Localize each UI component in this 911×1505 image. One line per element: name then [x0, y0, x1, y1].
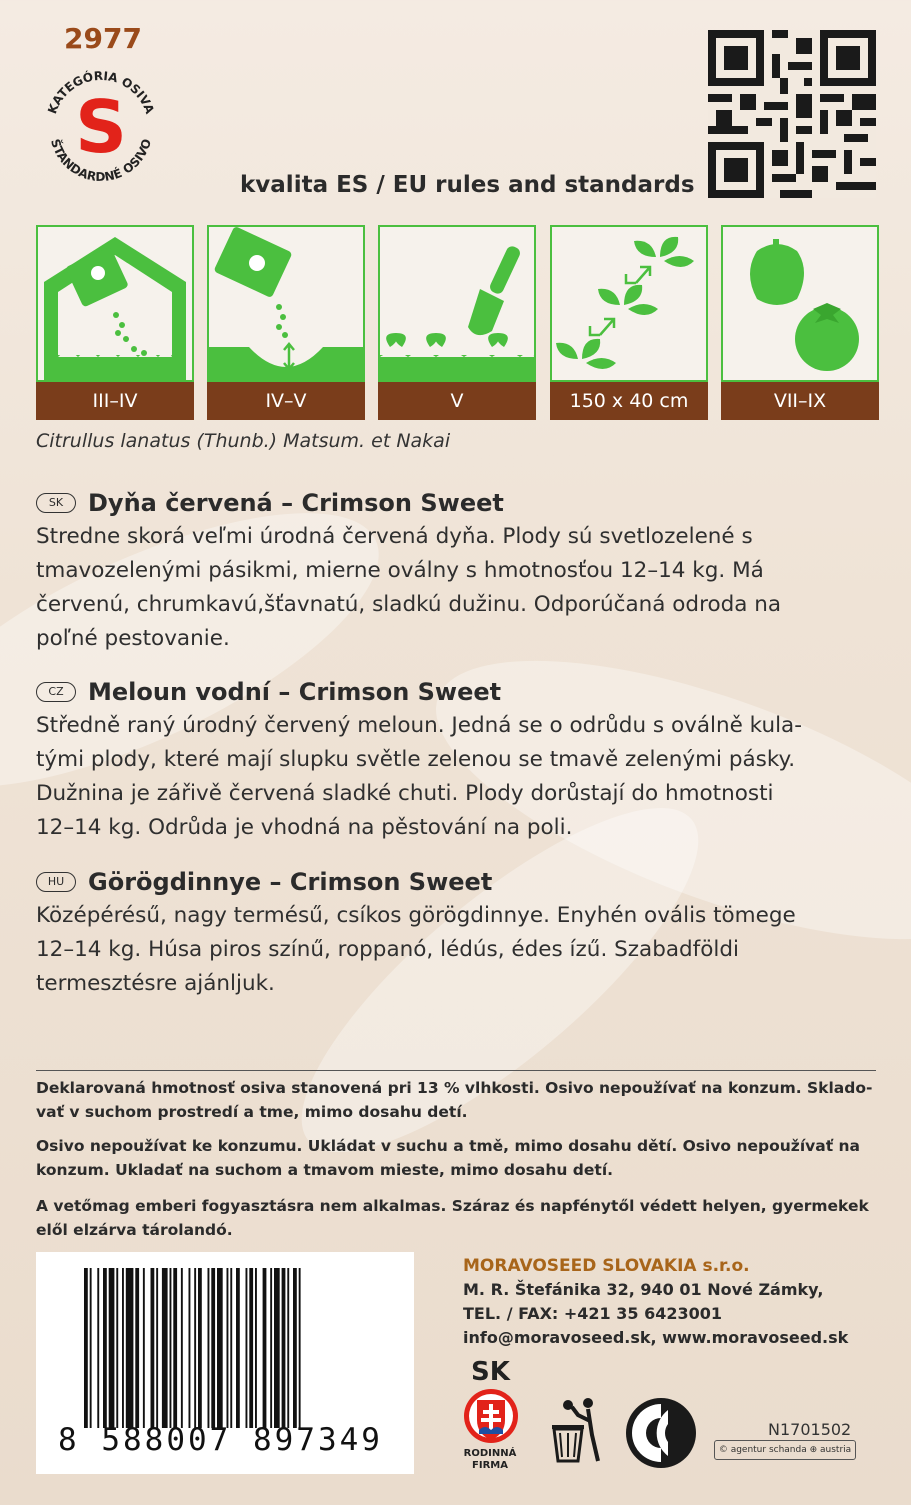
calendar-tile: [550, 225, 708, 420]
text-line: červenú, chrumkavú,šťavnatú, sladkú dužinu. Odporúčaná odroda na: [36, 592, 782, 617]
text-line: termesztésre ajánljuk.: [36, 971, 275, 996]
qr-code-icon: [708, 30, 876, 198]
barcode-bar: [173, 1268, 177, 1428]
barcode-bar: [90, 1268, 92, 1428]
barcode-bar: [282, 1268, 286, 1428]
calendar-label: VII–IX: [721, 382, 879, 420]
barcode-bar: [255, 1268, 257, 1428]
storage-note-sk: [36, 1076, 876, 1124]
country-code: SK: [471, 1357, 510, 1387]
calendar-label: III–IV: [36, 382, 194, 420]
barcode-bar: [135, 1268, 139, 1428]
barcode-bar: [236, 1268, 240, 1428]
divider: [36, 1070, 876, 1071]
barcode-bar: [109, 1268, 115, 1428]
note-line: Deklarovaná hmotnosť osiva stanovená pri 13 % vlhkosti. Osivo nepoužívať na konzum. Sklado-: [36, 1079, 873, 1097]
barcode-bar: [162, 1268, 168, 1428]
barcode-bar: [194, 1268, 196, 1428]
calendar-tile: [207, 225, 365, 420]
barcode-number: 8 588007 897349: [58, 1422, 383, 1458]
barcode-bar: [227, 1268, 229, 1428]
text-line: Középérésű, nagy termésű, csíkos görögdinnye. Enyhén ovális tömege: [36, 903, 796, 928]
text-line: 12–14 kg. Húsa piros színű, roppanó, lédús, édes ízű. Szabadföldi: [36, 937, 740, 962]
text-line: Stredne skorá veľmi úrodná červená dyňa. Plody sú svetlozelené s: [36, 524, 753, 549]
badge-letter: S: [75, 85, 127, 169]
badge-bottom-text: ŠTANDARDNÉ OSIVO: [48, 137, 155, 185]
description-cz: [36, 675, 876, 845]
barcode-bar: [263, 1268, 267, 1428]
plant-spacing-icon: [550, 225, 708, 382]
greenhouse-sowing-icon: [36, 225, 194, 382]
barcode-bar: [249, 1268, 253, 1428]
storage-note-hu: [36, 1194, 876, 1242]
slovak-coat-of-arms-icon: [463, 1386, 519, 1451]
sowing-calendar: [36, 225, 881, 420]
note-line: konzum. Ukladať na suchom a tmavom mieste, mimo dosahu detí.: [36, 1161, 614, 1179]
note-line: vať v suchom prostredí a tme, mimo dosahu detí.: [36, 1103, 468, 1121]
calendar-tile: [721, 225, 879, 420]
note-line: Osivo nepoužívat ke konzumu. Ukládat v suchu a tmě, mimo dosahu dětí. Osivo nepoužívať na: [36, 1137, 861, 1155]
company-phone: TEL. / FAX: +421 35 6423001: [463, 1304, 723, 1323]
barcode-bar: [103, 1268, 107, 1428]
tidyman-bin-icon: [548, 1395, 602, 1470]
calendar-tile: [36, 225, 194, 420]
barcode-bar: [274, 1268, 280, 1428]
note-line: elől elzárva tárolandó.: [36, 1221, 233, 1239]
text-line: tými plody, které mají slupku světle zelenou se tmavě zelenými pásky.: [36, 747, 796, 772]
language-tag: CZ: [36, 682, 76, 702]
company-address: M. R. Štefánika 32, 940 01 Nové Zámky,: [463, 1280, 824, 1299]
quality-text: kvalita ES / EU rules and standards: [240, 172, 695, 198]
barcode-bar: [299, 1268, 301, 1428]
text-line: poľné pestovanie.: [36, 626, 230, 651]
barcode-bar: [198, 1268, 202, 1428]
company-info: [463, 1254, 848, 1350]
text-line: Středně raný úrodný červený meloun. Jedná se o odrůdu s oválně kula-: [36, 713, 802, 738]
language-tag: SK: [36, 493, 76, 513]
seed-category-badge: [36, 62, 166, 192]
latin-name: Citrullus lanatus (Thunb.) Matsum. et Nakai: [36, 430, 451, 452]
barcode-bar: [230, 1268, 232, 1428]
barcode-bar: [293, 1268, 297, 1428]
section-title: Meloun vodní – Crimson Sweet: [88, 678, 502, 706]
direct-sowing-icon: [207, 225, 365, 382]
barcode-bar: [151, 1268, 155, 1428]
badge-top-text: KATEGÓRIA OSIVA: [45, 68, 157, 116]
barcode-bars: [84, 1268, 374, 1428]
barcode-bar: [181, 1268, 183, 1428]
barcode-bar: [217, 1268, 223, 1428]
barcode-bar: [287, 1268, 289, 1428]
barcode-bar: [122, 1268, 124, 1428]
language-tag: HU: [36, 872, 76, 892]
barcode-bar: [84, 1268, 88, 1428]
text-line: Dužnina je zářivě červená sladké chuti. Plody dorůstají do hmotnosti: [36, 781, 774, 806]
barcode-bar: [156, 1268, 158, 1428]
barcode-bar: [116, 1268, 118, 1428]
description-sk: [36, 486, 876, 656]
calendar-tile: [378, 225, 536, 420]
lot-code: N1701502: [768, 1420, 852, 1439]
barcode-bar: [189, 1268, 191, 1428]
description-hu: [36, 865, 876, 1001]
calendar-label: 150 x 40 cm: [550, 382, 708, 420]
section-title: Görögdinnye – Crimson Sweet: [88, 868, 493, 896]
calendar-label: V: [378, 382, 536, 420]
transplanting-trowel-icon: [378, 225, 536, 382]
barcode-bar: [97, 1268, 99, 1428]
text-line: 12–14 kg. Odrůda je vhodná na pěstování na poli.: [36, 815, 573, 840]
company-name: MORAVOSEED SLOVAKIA s.r.o.: [463, 1256, 750, 1276]
company-web: info@moravoseed.sk, www.moravoseed.sk: [463, 1328, 849, 1347]
product-code: 2977: [64, 22, 142, 55]
harvest-vegetables-icon: [721, 225, 879, 382]
agent-stamp: © agentur schanda ⊕ austria: [714, 1440, 856, 1460]
barcode-bar: [143, 1268, 145, 1428]
barcode: [36, 1252, 414, 1474]
family-firm-label: [460, 1448, 520, 1472]
calendar-label: IV–V: [207, 382, 365, 420]
note-line: A vetőmag emberi fogyasztásra nem alkalmas. Száraz és napfénytől védett helyen, gyermekek: [36, 1197, 869, 1215]
barcode-bar: [270, 1268, 272, 1428]
barcode-bar: [246, 1268, 248, 1428]
text-line: tmavozelenými pásikmi, mierne oválny s hmotnosťou 12–14 kg. Má: [36, 558, 764, 583]
section-title: Dyňa červená – Crimson Sweet: [88, 489, 504, 517]
storage-note-cz: [36, 1134, 876, 1182]
family-firm-line: RODINNÁ: [463, 1448, 517, 1459]
family-firm-line: FIRMA: [472, 1460, 508, 1471]
green-dot-recycling-icon: [624, 1396, 698, 1475]
barcode-bar: [208, 1268, 210, 1428]
barcode-bar: [126, 1268, 134, 1428]
barcode-bar: [170, 1268, 172, 1428]
barcode-bar: [211, 1268, 215, 1428]
